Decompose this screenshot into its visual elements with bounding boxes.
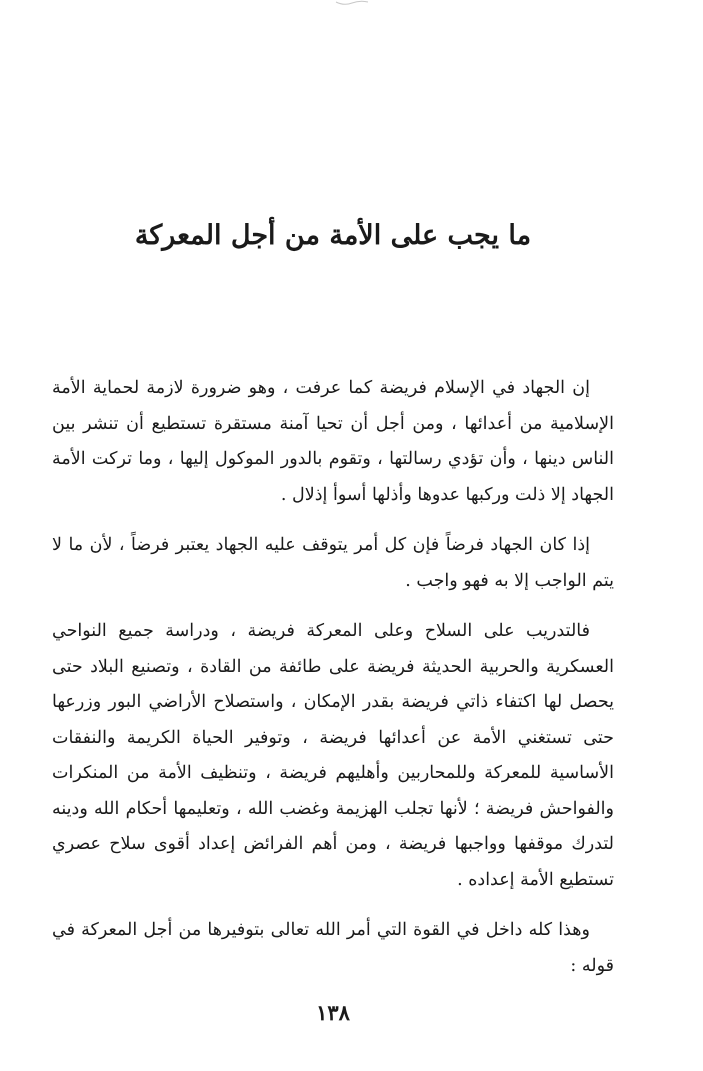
page-number: ١٣٨ — [316, 1000, 350, 1025]
paragraph-3: فالتدريب على السلاح وعلى المعركة فريضة ، ودراسة جميع النواحي العسكرية والحربية الحديثة فريضة على طائفة من القادة ، وتصنيع البلاد حتى يحصل لها اكتفاء ذاتي فريضة بقدر الإمكان ، واستصلاح الأراضي البور وزرعها حتى تستغني الأمة عن أعدائها فريضة ، وتوفير الحياة الكريمة والنفقات الأساسية للمعركة وللمحاربين وأهليهم فريضة ، وتنظيف الأمة من المنكرات والفواحش فريضة ؛ لأنها تجلب الهزيمة وغضب الله ، وتعليمها أحكام الله ودينه لتدرك موقفها وواجبها فريضة ، ومن أهم الفرائض إعداد أقوى سلاح عصري تستطيع الأمة إعداده . — [52, 621, 614, 890]
paragraph-2: إذا كان الجهاد فرضاً فإن كل أمر يتوقف عليه الجهاد يعتبر فرضاً ، لأن ما لا يتم الواجب إلا به فهو واجب . — [52, 535, 614, 591]
chapter-title: ما يجب على الأمة من أجل المعركة — [134, 220, 532, 251]
document-page — [52, 0, 614, 1071]
body-text — [52, 371, 614, 999]
paragraph-4: وهذا كله داخل في القوة التي أمر الله تعالى بتوفيرها من أجل المعركة في قوله : — [52, 920, 614, 976]
paragraph-1: إن الجهاد في الإسلام فريضة كما عرفت ، وهو ضرورة لازمة لحماية الأمة الإسلامية من أعدائها ، ومن أجل أن تحيا آمنة مستقرة تستطيع أن تنشر بين الناس دينها ، وأن تؤدي رسالتها ، وتقوم بالدور الموكول إليها ، وما تركت الأمة الجهاد إلا ذلت وركبها عدوها وأذلها أسوأ إذلال . — [52, 378, 614, 505]
